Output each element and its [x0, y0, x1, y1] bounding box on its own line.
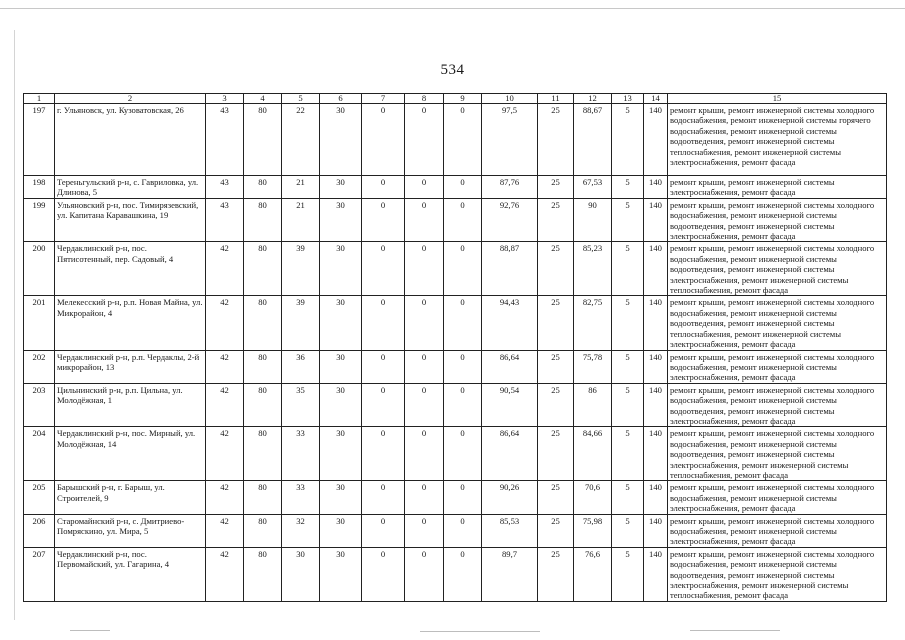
row-number-cell: 202 [24, 350, 55, 383]
value-cell: 0 [444, 104, 482, 176]
scan-edge-top [0, 8, 905, 9]
address-cell: Чердаклинский р-н, пос. Мирный, ул. Молодёжная, 14 [55, 427, 206, 481]
value-cell: 92,76 [482, 198, 538, 242]
address-cell: Тереньгульский р-н, с. Гавриловка, ул. Длинова, 5 [55, 176, 206, 199]
value-cell: 0 [444, 547, 482, 601]
value-cell: 0 [405, 242, 444, 296]
value-cell: 35 [282, 383, 320, 427]
value-cell: 140 [644, 198, 668, 242]
value-cell: 0 [362, 104, 405, 176]
column-header: 5 [282, 94, 320, 104]
value-cell: 0 [405, 104, 444, 176]
value-cell: 5 [612, 547, 644, 601]
works-cell: ремонт крыши, ремонт инженерной системы холодного водоснабжения, ремонт инженерной системы электроснабжения, ремонт фасада [668, 481, 887, 514]
value-cell: 80 [244, 104, 282, 176]
value-cell: 36 [282, 350, 320, 383]
value-cell: 140 [644, 514, 668, 547]
value-cell: 5 [612, 481, 644, 514]
value-cell: 140 [644, 296, 668, 350]
column-header: 2 [55, 94, 206, 104]
row-number-cell: 204 [24, 427, 55, 481]
value-cell: 90,54 [482, 383, 538, 427]
repair-register-table [23, 93, 887, 602]
value-cell: 25 [538, 198, 574, 242]
works-cell: ремонт крыши, ремонт инженерной системы холодного водоснабжения, ремонт инженерной системы горячего водоснабжения, ремонт инженерной системы водоотведения, ремонт инженерной системы теплоснабжения, ремонт инженерной системы электроснабжения, ремонт фасада [668, 104, 887, 176]
value-cell: 43 [206, 198, 244, 242]
value-cell: 25 [538, 481, 574, 514]
value-cell: 30 [320, 350, 362, 383]
value-cell: 0 [444, 481, 482, 514]
column-header: 4 [244, 94, 282, 104]
address-cell: Чердаклинский р-н, пос. Первомайский, ул. Гагарина, 4 [55, 547, 206, 601]
value-cell: 88,67 [574, 104, 612, 176]
value-cell: 140 [644, 383, 668, 427]
value-cell: 0 [444, 242, 482, 296]
column-header: 14 [644, 94, 668, 104]
value-cell: 140 [644, 427, 668, 481]
address-cell: Мелекесский р-н, р.п. Новая Майна, ул. Микрорайон, 4 [55, 296, 206, 350]
value-cell: 67,53 [574, 176, 612, 199]
address-cell: Ульяновский р-н, пос. Тимирязевский, ул. Капитана Каравашкина, 19 [55, 198, 206, 242]
row-number-cell: 197 [24, 104, 55, 176]
value-cell: 75,78 [574, 350, 612, 383]
value-cell: 89,7 [482, 547, 538, 601]
value-cell: 25 [538, 296, 574, 350]
value-cell: 30 [320, 383, 362, 427]
value-cell: 30 [320, 481, 362, 514]
value-cell: 80 [244, 198, 282, 242]
table-row [24, 547, 887, 601]
value-cell: 97,5 [482, 104, 538, 176]
value-cell: 86 [574, 383, 612, 427]
value-cell: 25 [538, 104, 574, 176]
column-header: 9 [444, 94, 482, 104]
value-cell: 5 [612, 242, 644, 296]
value-cell: 0 [362, 296, 405, 350]
column-header: 7 [362, 94, 405, 104]
value-cell: 140 [644, 547, 668, 601]
value-cell: 5 [612, 104, 644, 176]
value-cell: 42 [206, 481, 244, 514]
value-cell: 140 [644, 481, 668, 514]
value-cell: 42 [206, 350, 244, 383]
value-cell: 80 [244, 383, 282, 427]
value-cell: 42 [206, 242, 244, 296]
column-header: 12 [574, 94, 612, 104]
value-cell: 30 [320, 242, 362, 296]
value-cell: 80 [244, 481, 282, 514]
value-cell: 76,6 [574, 547, 612, 601]
value-cell: 90 [574, 198, 612, 242]
value-cell: 0 [362, 242, 405, 296]
column-header: 6 [320, 94, 362, 104]
value-cell: 90,26 [482, 481, 538, 514]
table-row [24, 481, 887, 514]
value-cell: 25 [538, 350, 574, 383]
value-cell: 140 [644, 350, 668, 383]
value-cell: 0 [362, 176, 405, 199]
value-cell: 21 [282, 176, 320, 199]
value-cell: 0 [444, 350, 482, 383]
value-cell: 25 [538, 242, 574, 296]
value-cell: 25 [538, 547, 574, 601]
column-header: 8 [405, 94, 444, 104]
value-cell: 0 [362, 427, 405, 481]
value-cell: 94,43 [482, 296, 538, 350]
row-number-cell: 206 [24, 514, 55, 547]
value-cell: 0 [444, 198, 482, 242]
value-cell: 33 [282, 481, 320, 514]
address-cell: Чердаклинский р-н, пос. Пятисотенный, пер. Садовый, 4 [55, 242, 206, 296]
value-cell: 42 [206, 514, 244, 547]
value-cell: 0 [362, 383, 405, 427]
value-cell: 0 [405, 198, 444, 242]
value-cell: 75,98 [574, 514, 612, 547]
value-cell: 30 [320, 547, 362, 601]
value-cell: 5 [612, 176, 644, 199]
address-cell: г. Ульяновск, ул. Кузоватовская, 26 [55, 104, 206, 176]
row-number-cell: 205 [24, 481, 55, 514]
value-cell: 30 [320, 296, 362, 350]
value-cell: 0 [405, 481, 444, 514]
works-cell: ремонт крыши, ремонт инженерной системы холодного водоснабжения, ремонт инженерной системы водоотведения, ремонт инженерной системы электроснабжения, ремонт инженерной системы теплоснабжения, ремонт фасада [668, 427, 887, 481]
value-cell: 5 [612, 350, 644, 383]
value-cell: 70,6 [574, 481, 612, 514]
value-cell: 80 [244, 514, 282, 547]
address-cell: Барышский р-н, г. Барыш, ул. Строителей, 9 [55, 481, 206, 514]
column-header: 10 [482, 94, 538, 104]
column-header: 11 [538, 94, 574, 104]
value-cell: 85,53 [482, 514, 538, 547]
works-cell: ремонт крыши, ремонт инженерной системы электроснабжения, ремонт фасада [668, 176, 887, 199]
table-row [24, 198, 887, 242]
value-cell: 42 [206, 427, 244, 481]
address-cell: Чердаклинский р-н, р.п. Чердаклы, 2-й микрорайон, 13 [55, 350, 206, 383]
value-cell: 30 [320, 514, 362, 547]
scan-noise [70, 630, 110, 631]
scan-edge-left [14, 30, 15, 620]
address-cell: Цильнинский р-н, р.п. Цильна, ул. Молодёжная, 1 [55, 383, 206, 427]
value-cell: 0 [444, 427, 482, 481]
table-row [24, 242, 887, 296]
value-cell: 0 [405, 427, 444, 481]
scan-noise [690, 630, 780, 631]
value-cell: 82,75 [574, 296, 612, 350]
works-cell: ремонт крыши, ремонт инженерной системы холодного водоснабжения, ремонт инженерной системы водоотведения, ремонт инженерной системы электроснабжения, ремонт фасада [668, 383, 887, 427]
value-cell: 0 [362, 198, 405, 242]
value-cell: 25 [538, 176, 574, 199]
value-cell: 88,87 [482, 242, 538, 296]
value-cell: 22 [282, 104, 320, 176]
row-number-cell: 198 [24, 176, 55, 199]
row-number-cell: 203 [24, 383, 55, 427]
page-number: 534 [440, 62, 465, 78]
value-cell: 0 [405, 296, 444, 350]
value-cell: 0 [362, 514, 405, 547]
value-cell: 0 [405, 514, 444, 547]
value-cell: 140 [644, 242, 668, 296]
value-cell: 80 [244, 427, 282, 481]
value-cell: 42 [206, 547, 244, 601]
works-cell: ремонт крыши, ремонт инженерной системы холодного водоснабжения, ремонт инженерной системы электроснабжения, ремонт фасада [668, 514, 887, 547]
row-number-cell: 207 [24, 547, 55, 601]
value-cell: 80 [244, 176, 282, 199]
value-cell: 32 [282, 514, 320, 547]
table-row [24, 514, 887, 547]
value-cell: 0 [405, 547, 444, 601]
value-cell: 5 [612, 427, 644, 481]
value-cell: 21 [282, 198, 320, 242]
value-cell: 0 [405, 176, 444, 199]
value-cell: 39 [282, 242, 320, 296]
value-cell: 39 [282, 296, 320, 350]
row-number-cell: 199 [24, 198, 55, 242]
value-cell: 5 [612, 296, 644, 350]
value-cell: 0 [444, 176, 482, 199]
column-number-row [24, 94, 887, 104]
column-header: 13 [612, 94, 644, 104]
works-cell: ремонт крыши, ремонт инженерной системы холодного водоснабжения, ремонт инженерной системы электроснабжения, ремонт фасада [668, 350, 887, 383]
table-row [24, 104, 887, 176]
table-row [24, 350, 887, 383]
value-cell: 0 [362, 350, 405, 383]
value-cell: 0 [362, 547, 405, 601]
value-cell: 84,66 [574, 427, 612, 481]
value-cell: 25 [538, 514, 574, 547]
value-cell: 80 [244, 242, 282, 296]
value-cell: 5 [612, 198, 644, 242]
table-row [24, 296, 887, 350]
row-number-cell: 200 [24, 242, 55, 296]
value-cell: 0 [405, 383, 444, 427]
value-cell: 86,64 [482, 427, 538, 481]
works-cell: ремонт крыши, ремонт инженерной системы холодного водоснабжения, ремонт инженерной системы водоотведения, ремонт инженерной системы электроснабжения, ремонт инженерной системы теплоснабжения, ремонт фасада [668, 242, 887, 296]
value-cell: 0 [444, 296, 482, 350]
value-cell: 42 [206, 296, 244, 350]
value-cell: 0 [444, 383, 482, 427]
value-cell: 80 [244, 296, 282, 350]
value-cell: 140 [644, 176, 668, 199]
value-cell: 33 [282, 427, 320, 481]
value-cell: 30 [320, 176, 362, 199]
value-cell: 0 [405, 350, 444, 383]
column-header: 3 [206, 94, 244, 104]
value-cell: 0 [362, 481, 405, 514]
table-row [24, 427, 887, 481]
value-cell: 80 [244, 547, 282, 601]
column-header: 15 [668, 94, 887, 104]
table-row [24, 176, 887, 199]
value-cell: 30 [320, 104, 362, 176]
value-cell: 87,76 [482, 176, 538, 199]
works-cell: ремонт крыши, ремонт инженерной системы холодного водоснабжения, ремонт инженерной системы водоотведения, ремонт инженерной системы электроснабжения, ремонт инженерной системы теплоснабжения, ремонт фасада [668, 547, 887, 601]
works-cell: ремонт крыши, ремонт инженерной системы холодного водоснабжения, ремонт инженерной системы водоотведения, ремонт инженерной системы теплоснабжения, ремонт инженерной системы электроснабжения, ремонт фасада [668, 296, 887, 350]
value-cell: 30 [320, 198, 362, 242]
table-row [24, 383, 887, 427]
value-cell: 43 [206, 104, 244, 176]
value-cell: 30 [320, 427, 362, 481]
value-cell: 86,64 [482, 350, 538, 383]
row-number-cell: 201 [24, 296, 55, 350]
value-cell: 30 [282, 547, 320, 601]
address-cell: Старомайнский р-н, с. Дмитриево-Помряскино, ул. Мира, 5 [55, 514, 206, 547]
value-cell: 5 [612, 514, 644, 547]
value-cell: 85,23 [574, 242, 612, 296]
value-cell: 43 [206, 176, 244, 199]
value-cell: 80 [244, 350, 282, 383]
column-header: 1 [24, 94, 55, 104]
value-cell: 42 [206, 383, 244, 427]
scan-noise [420, 631, 540, 632]
value-cell: 5 [612, 383, 644, 427]
works-cell: ремонт крыши, ремонт инженерной системы холодного водоснабжения, ремонт инженерной системы водоотведения, ремонт инженерной системы электроснабжения, ремонт фасада [668, 198, 887, 242]
value-cell: 25 [538, 427, 574, 481]
value-cell: 140 [644, 104, 668, 176]
value-cell: 25 [538, 383, 574, 427]
value-cell: 0 [444, 514, 482, 547]
